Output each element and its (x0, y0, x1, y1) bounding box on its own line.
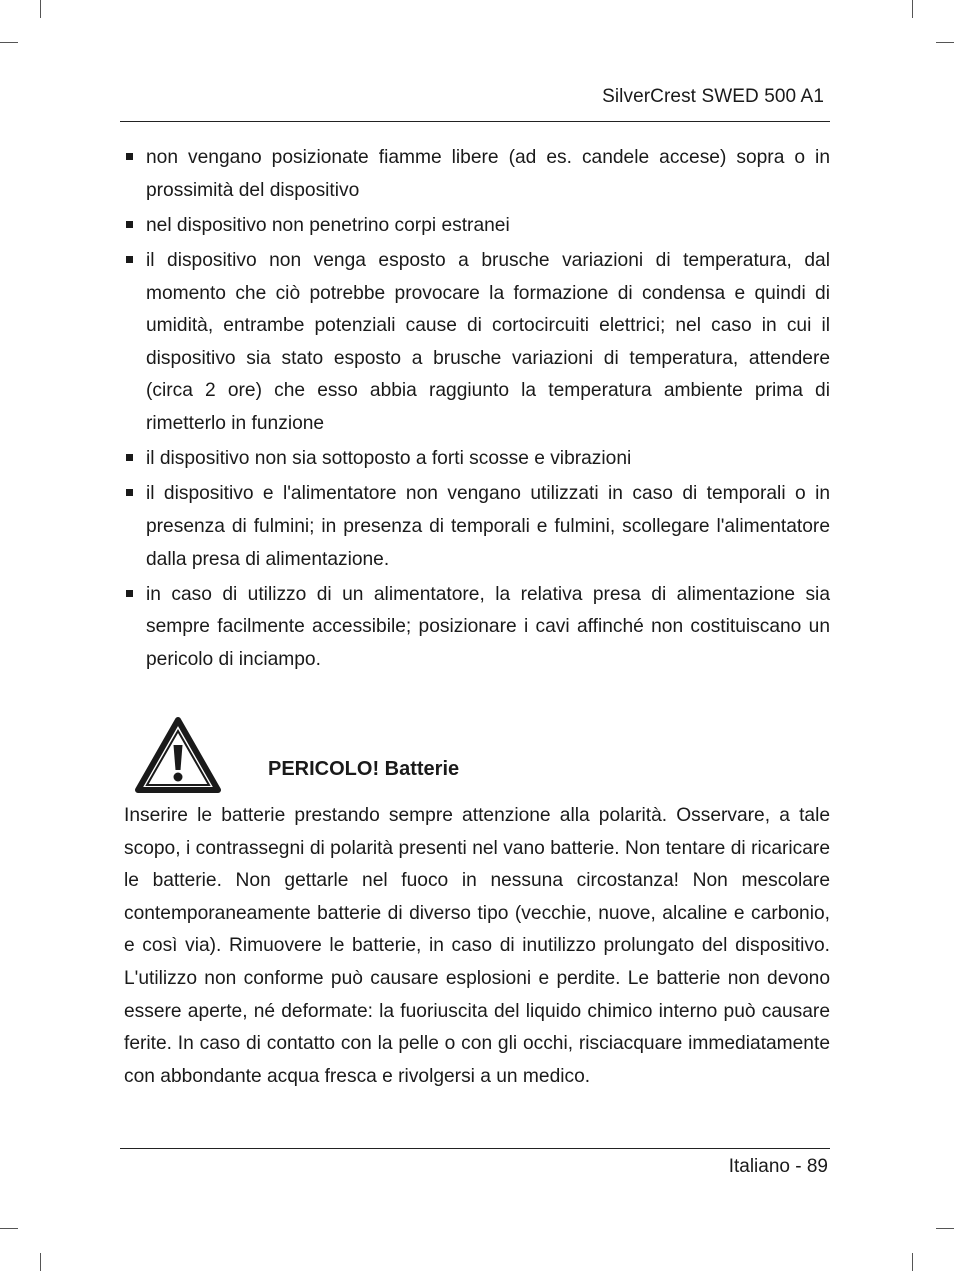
list-item: il dispositivo e l'alimentatore non vengano utilizzati in caso di temporali o in presenza di fulmini; in presenza di temporali e fulmini, scollegare l'alimentatore dalla presa di alimentazione. (124, 478, 830, 576)
list-item: in caso di utilizzo di un alimentatore, la relativa presa di alimentazione sia sempre facilmente accessibile; posizionare i cavi affinché non costituiscano un pericolo di inciampo. (124, 579, 830, 677)
page-header-title: SilverCrest SWED 500 A1 (602, 86, 824, 107)
crop-mark (912, 1253, 913, 1271)
crop-mark (936, 42, 954, 43)
footer-rule (120, 1148, 830, 1149)
crop-mark (40, 1253, 41, 1271)
list-item: il dispositivo non venga esposto a brusche variazioni di temperatura, dal momento che ciò potrebbe provocare la formazione di condensa e quindi di umidità, entrambe potenziali cause di cortocircuiti elettrici; nel caso in cui il dispositivo sia stato esposto a brusche variazioni di temperatura, attendere (circa 2 ore) che esso abbia raggiunto la temperatura ambiente prima di rimetterlo in funzione (124, 245, 830, 441)
list-item: nel dispositivo non penetrino corpi estranei (124, 210, 830, 243)
list-item: il dispositivo non sia sottoposto a forti scosse e vibrazioni (124, 443, 830, 476)
crop-mark (936, 1228, 954, 1229)
header-rule (120, 121, 830, 122)
section-body: Inserire le batterie prestando sempre attenzione alla polarità. Osservare, a tale scopo, i contrassegni di polarità presenti nel vano batterie. Non tentare di ricaricare le batterie. Non gettarle nel fuoco in nessuna circostanza! Non mescolare contemporaneamente batterie di diverso tipo (vecchie, nuove, alcaline e carbonio, e così via). Rimuovere le batterie, in caso di inutilizzo prolungato del dispositivo. L'utilizzo non conforme può causare esplosioni e perdite. Le batterie non devono essere aperte, né deformate: la fuoriuscita del liquido chimico interno può causare ferite. In caso di contatto con la pelle o con gli occhi, risciacquare immediatamente con abbondante acqua fresca e rivolgersi a un medico. (124, 805, 830, 1087)
section-heading: PERICOLO! Batterie (268, 758, 460, 780)
crop-mark (912, 0, 913, 18)
crop-mark (0, 1228, 18, 1229)
warning-triangle-icon (134, 716, 222, 794)
bullet-list (124, 142, 830, 679)
list-item: non vengano posizionate fiamme libere (ad es. candele accese) sopra o in prossimità del dispositivo (124, 142, 830, 207)
crop-mark (40, 0, 41, 18)
page-number: Italiano - 89 (728, 1156, 828, 1177)
crop-mark (0, 42, 18, 43)
